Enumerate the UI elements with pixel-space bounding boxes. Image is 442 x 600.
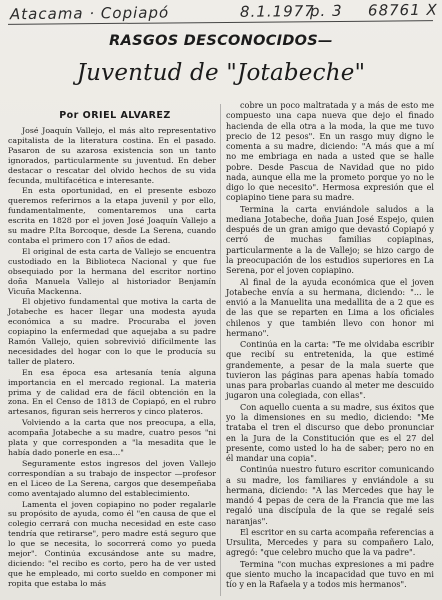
paragraph: Continúa nuestro futuro escritor comunicando a su madre, los familiares y enviándole a su hermana, diciendo: "A las Mercedes que hay le mandó 4 pepas de cera de la Francia que me las regaló una discípula de la que se regalé seis naranjas". xyxy=(226,464,434,526)
article-title: Juventud de "Jotabeche" xyxy=(76,60,366,86)
paragraph: cobre un poco maltratada y a más de esto me compuesto una capa nueva que dejo el finado hacienda de ella otra a la moda, la que me tuvo precio de 12 pesos". En un rasgo muy digno le comenta a su madre, diciendo: "A más que a mí no me embriaga en nada a usted que se halle pobre. Desde Pascua de Navidad que no pido nada, aunque ella me la prometo porque yo no le digo lo que necesito". Hermosa expresión que el copiapino tiene para su madre. xyxy=(226,100,434,203)
paragraph: Volviendo a la carta que nos preocupa, a ella, acompaña Jotabeche a su madre, cuatro pesos "ni plata y que corresponden a "la mesadita que le había dado ponerle en esa..." xyxy=(8,418,216,457)
paragraph: El escritor en su carta acompaña referencias a Ursulita, Mercedes y para su compañero Lalo, agregó: "que celebro mucho que la va padre". xyxy=(226,526,434,558)
annotation-page: p. 3 xyxy=(309,1,343,21)
paragraph: Seguramente estos ingresos del joven Vallejo correspondían a su trabajo de inspector —profesor en el Liceo de La Serena, cargos que desempeñaba como aventajado alumno del establecimiento. xyxy=(8,458,216,498)
paragraph: Lamenta el joven copiapino no poder regalarle su propósito de ayuda, como él "en causa de que el colegio cerrará con mucha necesidad en este caso tendría que retirarse", pero madre está seguro que lo que se necesita, lo socorrerá como yo pueda mejor". Continúa excusándose ante su madre, diciendo: "el recibo es corto, pero ha de ver usted que he empleado, mi corto sueldo en componer mi ropita que estaba lo más xyxy=(8,499,216,588)
paragraph: Termina la carta enviándole saludos a la mediana Jotabeche, doña Juan José Espejo, quien después de un gran amigo que devastó Copiapó y cerró de muchas familias copiapinas, particularmente a la de Vallejo; se hizo cargo de la preocupación de los estudios superiores en La Serena, por el joven copiapino. xyxy=(226,203,434,276)
column-divider xyxy=(220,104,221,596)
annotation-source: Atacama · Copiapó xyxy=(9,3,170,24)
paragraph: José Joaquín Vallejo, el más alto representativo capitalista de la literatura costina. En el pasado. Pasaron de su azarosa existencia son un tanto ignorados, particularmente su juventud. En deber destacar o rescatar del olvido hechos de su vida fecunda, multifacética e interesante. xyxy=(8,126,216,185)
paragraph: El objetivo fundamental que motiva la carta de Jotabeche es hacer llegar una modesta ayuda económica a su madre. Procuraba el joven copiapino la enfermedad que aquejaba a su padre Ramón Vallejo, quien sobrevivió difícilmente las necesidades del hogar con lo que le producía su taller de platero. xyxy=(8,297,216,366)
annotation-reference: 68761 X xyxy=(367,0,438,20)
paragraph: Termina "con muchas expresiones a mi padre que siento mucho la incapacidad que tuvo en mi tío y en la Rafaela y a todos mis hermanos". xyxy=(226,558,434,590)
article-kicker: RASGOS DESCONOCIDOS— xyxy=(109,33,333,49)
article-byline: Por ORIEL ALVAREZ xyxy=(59,110,171,121)
paragraph: Al final de la ayuda económica que el joven Jotabeche envía a su hermana, diciendo: "... le envió a la Manuelita una medallita de a 2 que es de las que se reparten en Lima a los oficiales chilenos y que también llevo con honor mi hermano". xyxy=(226,276,434,338)
article-column-left xyxy=(8,126,216,590)
annotation-date: 8.1.1977 xyxy=(239,2,315,21)
paragraph: Continúa en la carta: "Te me olvidaba escribir que recibí su entretenida, la que estimé grandemente, a pesar de la mala suerte que tuvieron las páginas para apenas había tomado unas para probarlas cuando al meter me descuido jugaron una colegiada, con ellas". xyxy=(226,339,434,401)
paragraph: Con aquello cuenta a su madre, sus éxitos que yo la dimensiones en su medio, diciendo: "Me trataba el tren el discurso que debo pronunciar en la Jura de la Constitución que es el 27 del presente, como usted lo ha de saber; pero no en él mandar una copia". xyxy=(226,401,434,464)
paragraph: En esta oportunidad, en el presente esbozo queremos referirnos a la etapa juvenil y por ello, fundamentalmente, comentaremos una carta escrita en 1828 por el joven José Joaquín Vallejo a su madre P.Ita Borcoque, desde La Serena, cuando contaba el primero con 17 años de edad. xyxy=(8,186,216,245)
paragraph: En esa época esa artesanía tenía alguna importancia en el mercado regional. La materia prima y de calidad era de fácil obtención en la zona. En el Censo de 1813 de Copiapó, en el rubro artesanos, figuran seis herreros y cinco plateros. xyxy=(8,367,216,417)
paragraph: El original de esta carta de Vallejo se encuentra custodiado en la Biblioteca Nacional y que fue obsequiado por la hermana del escritor nortino doña Manuela Vallejo al historiador Benjamín Vicuña Mackenna. xyxy=(8,246,216,296)
article-column-right xyxy=(226,100,434,590)
